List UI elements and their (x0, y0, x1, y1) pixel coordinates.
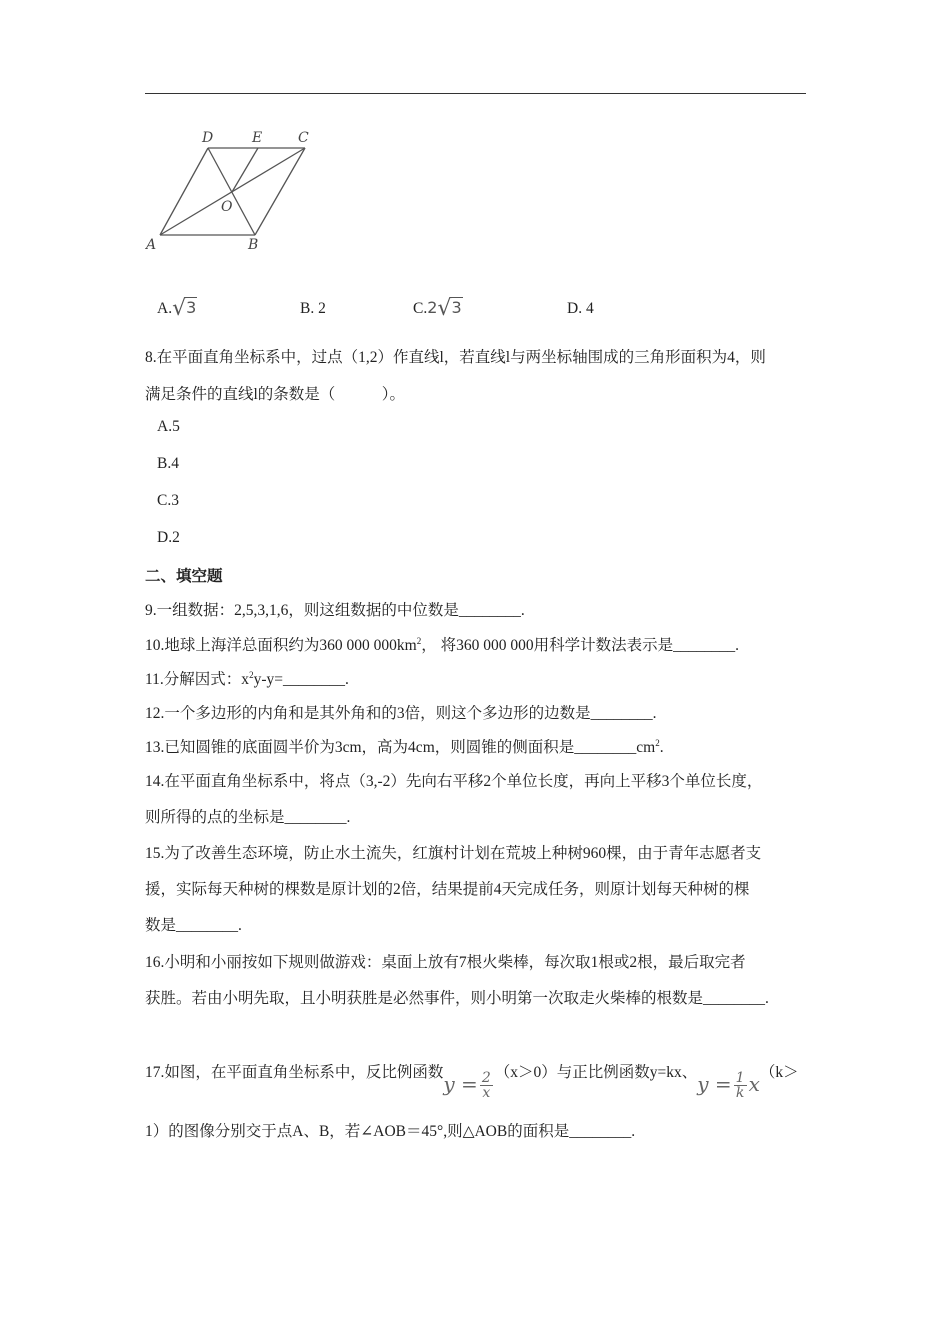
q15-line1: 15.为了改善生态环境，防止水土流失，红旗村计划在荒坡上种树960棵，由于青年志愿者支 (145, 845, 762, 862)
sqrt-icon: 2√3 (427, 296, 462, 321)
edge-BC (255, 148, 305, 235)
q7-option-a: A.√3 (157, 296, 197, 321)
label-O: O (221, 199, 233, 215)
q11: 11.分解因式：$x^2y-y=\_\_\_\_\_\_\_\_$. (145, 670, 349, 688)
q7-option-b: B. 2 (300, 300, 326, 317)
diagonal-BD (208, 148, 255, 235)
section-title: 二、填空题 (145, 567, 223, 585)
label-E: E (252, 130, 263, 146)
q8-option-d: D.2 (157, 529, 180, 546)
q16-line2: 获胜。若由小明先取，且小明获胜是必然事件，则小明第一次取走火柴棒的根数是________. (145, 990, 769, 1007)
sqrt-icon: √3 (172, 296, 197, 321)
parallelogram-figure (140, 125, 320, 255)
q9: 9.一组数据：2,5,3,1,6，则这组数据的中位数是________. (145, 602, 525, 619)
q7-options (0, 288, 950, 322)
q8-stem-line2: 满足条件的直线l的条数是（ ）。 (145, 386, 406, 403)
q12: 12.一个多边形的内角和是其外角和的3倍，则这个多边形的边数是________. (145, 705, 657, 722)
q8-option-b: B.4 (157, 455, 179, 472)
q7-option-c: C.2√3 (413, 296, 462, 321)
q17-line2: 1）的图像分别交于点A、B，若∠AOB＝45°,则△AOB的面积是________. (145, 1123, 636, 1140)
label-D: D (202, 130, 214, 146)
q17-line1: 17.如图，在平面直角坐标系中，反比例函数y = $\frac{2}{x}$ （x＞0）与正比例函数y=kx、y = $\frac{1}{k}$ x（k＞ (145, 1064, 799, 1101)
q16-line1: 16.小明和小丽按如下规则做游戏：桌面上放有7根火柴棒，每次取1根或2根，最后取完者 (145, 954, 746, 971)
q15-line2: 援，实际每天种树的棵数是原计划的2倍，结果提前4天完成任务，则原计划每天种树的棵 (145, 881, 750, 898)
q14-line2: 则所得的点的坐标是________. (145, 809, 351, 826)
label-C: C (298, 130, 309, 146)
header-rule (145, 93, 806, 94)
q10: 10.地球上海洋总面积约为360 000 $000km^2$， 将360 000 000用科学计数法表示是________. (145, 636, 739, 654)
q13: 13.已知圆锥的底面圆半价为3cm，高为4cm，则圆锥的侧面积是$\_\_\_\_\_\_\_\_cm^2$. (145, 738, 664, 756)
edge-DA (160, 148, 208, 235)
segment-EO (232, 148, 258, 192)
formula-direct-proportion: y = $\frac{1}{k}$ x (697, 1070, 760, 1101)
label-B: B (248, 237, 259, 253)
formula-inverse-proportion: y = $\frac{2}{x}$ (443, 1070, 491, 1101)
q14-line1: 14.在平面直角坐标系中，将点（3,-2）先向右平移2个单位长度，再向上平移3个单位长度， (145, 773, 763, 790)
q8-option-c: C.3 (157, 492, 179, 509)
q15-line3: 数是________. (145, 917, 242, 934)
q8-stem-line1: 8.在平面直角坐标系中，过点（1,2）作直线l，若直线l与两坐标轴围成的三角形面积为4，则 (145, 349, 766, 366)
q8-option-a: A.5 (157, 418, 180, 435)
q7-option-d: D. 4 (567, 300, 594, 317)
label-A: A (146, 237, 157, 253)
